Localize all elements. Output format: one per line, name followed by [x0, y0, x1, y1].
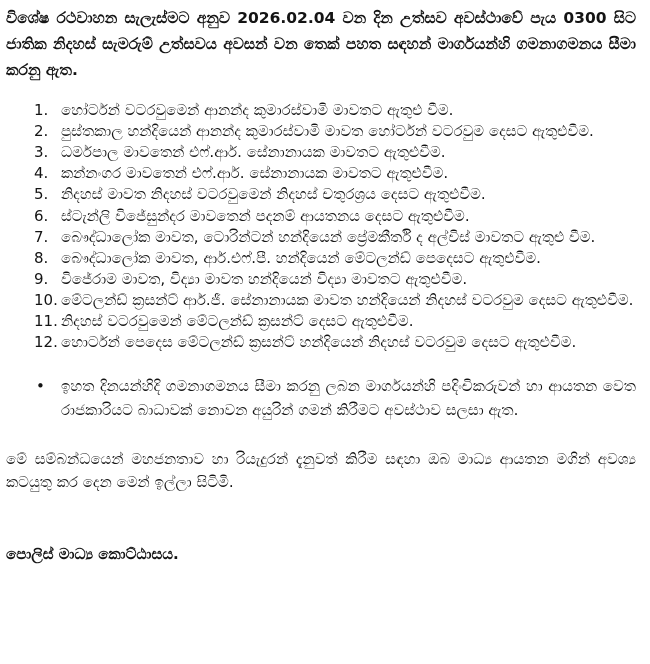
road-restriction-item: කන්නංගර මාවතෙන් එෆ්.ආර්. සේනානායක මාවතට ඇතුළුවීම. [61, 164, 449, 183]
road-restriction-item: පුස්තකාල හන්දියෙන් ආනන්ද කුමාරස්වාමි මාවත හෝර්ටන් වටරවුම දෙසට ඇතුළුවීම. [61, 122, 594, 141]
road-restriction-item: බෞද්ධාලෝක මාවත, ටොරින්ටන් හන්දියෙන් ප්‍රේමකීර්ති ද අල්විස් මාවතට ඇතුළු වීම. [61, 227, 596, 246]
note-list [6, 375, 636, 422]
note-item: • ඉහත දිනයන්හිදි ගමනාගමනය සීමා කරනු ලබන මාර්ගයන්හි පදිංචිකරුවන් හා ආයතන වෙත රාජකාරියට බාධාවක් නොවන අයුරින් ගමන් කිරීමට අවස්ථාව සලසා ඇත. [34, 375, 636, 422]
road-restriction-item: නිදහස් වටරවුමෙන් මේටලන්ඩ් ක්‍රසන්ට් දෙසට ඇතුළුවීම. [61, 312, 414, 331]
road-restriction-item: ස්ටැන්ලි විජේසුන්දර මාවතෙන් පදනම් ආයතනය දෙසට ඇතුළුවීම. [61, 206, 470, 225]
road-restriction-item: බෞද්ධාලෝක මාවත, ආර්.එෆ්.පී. හන්දියෙන් මේටලන්ඩ් පෙදෙසට ඇතුළුවීම. [61, 248, 541, 267]
closing-paragraph: මේ සම්බන්ධයෙන් මහජනතාව හා රියැදුරන් දැනුවත් කිරීම සඳහා ඔබ මාධ්‍ය ආයතන මගින් අවශ්‍ය කටයුතු කර දෙන මෙන් ඉල්ලා සිටිමි. [6, 449, 636, 492]
road-restriction-item: හෝර්ටන් වටරවුමෙන් ආනන්ද කුමාරස්වාමි මාවතට ඇතුළු වීම. [61, 101, 454, 120]
road-restriction-item: විජේරාම මාවත, විද්‍යා මාවත හන්දියෙන් විද්‍යා මාවතට ඇතුළුවීම. [61, 269, 468, 288]
restricted-roads-list [6, 100, 636, 352]
signature-line: පොලිස් මාධ්‍ය කොට්ඨාසය. [6, 544, 179, 563]
road-restriction-item: නිදහස් මාවත නිදහස් වටරවුමෙන් නිදහස් චතුරශ්‍රය දෙසට ඇතුළුවීම. [61, 185, 486, 204]
intro-paragraph: විශේෂ රථවාහන සැලැස්මට අනුව 2026.02.04 වන දින උත්සව අවස්ථාවේ පැය 0300 සිට ජාතික නිදහස් සැමරුම් උත්සවය අවසන් වන තෙක් පහත සඳහන් මාර්ගයන්හි ගමනාගමනය සීමා කරනු ඇත. [6, 9, 636, 80]
road-restriction-item: ධර්මපාල මාවතෙන් එෆ්.ආර්. සේනානායක මාවතට ඇතුළුවීම. [61, 143, 446, 162]
road-restriction-item: මේටලන්ඩ් ක්‍රසන්ට් ආර්.ජී. සේනානායක මාවත හන්දියෙන් නිදහස් වටරවුම දෙසට ඇතුළුවීම. [61, 290, 634, 309]
road-restriction-item: හොර්ටන් පෙදෙස මේටලන්ඩ් ක්‍රසන්ට් හන්දියෙන් නිදහස් වටරවුම දෙසට ඇතුළුවීම. [61, 333, 577, 352]
